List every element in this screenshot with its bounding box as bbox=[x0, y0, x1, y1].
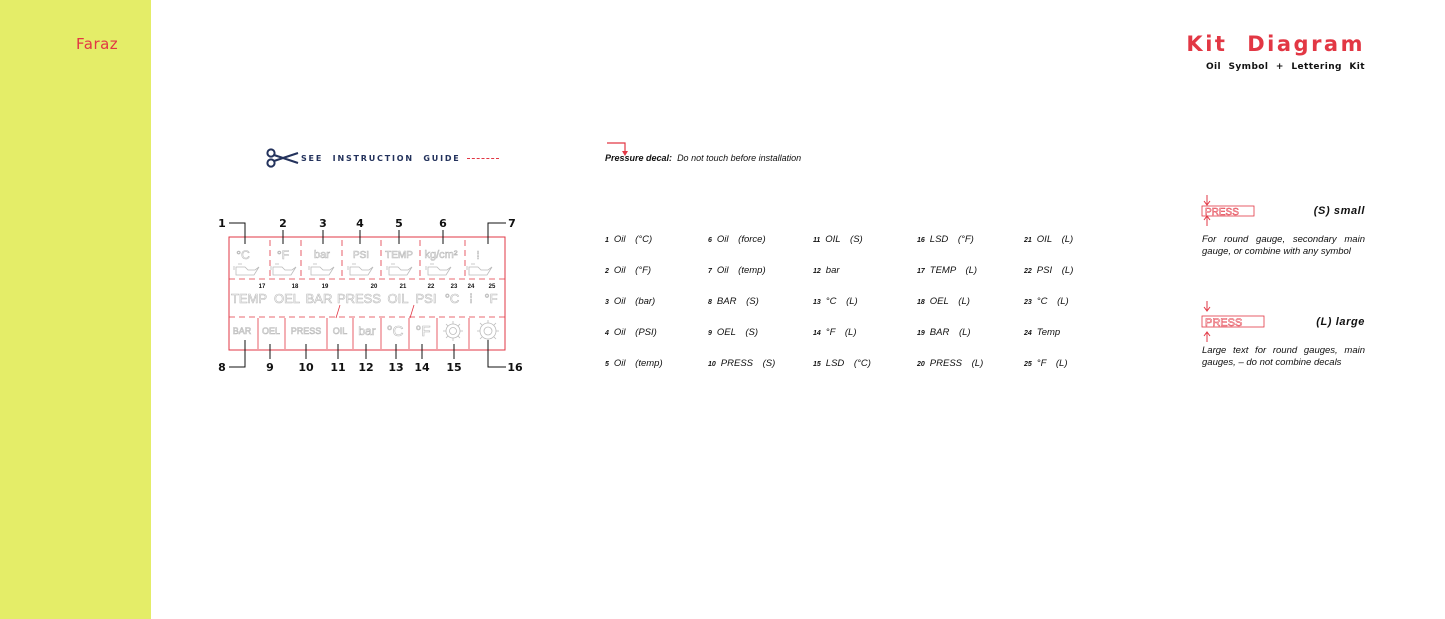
decal-row3-cell: °F bbox=[415, 323, 431, 340]
legend-item-text: °C (L) bbox=[1036, 296, 1069, 307]
callout-number: 3 bbox=[319, 217, 327, 230]
legend-item-text: BAR (S) bbox=[716, 296, 759, 307]
legend-item-number: 23 bbox=[1024, 299, 1032, 306]
legend-item-text: OIL (S) bbox=[825, 234, 863, 245]
legend-item bbox=[708, 327, 758, 338]
legend-item bbox=[605, 358, 663, 369]
legend-item bbox=[605, 265, 651, 276]
oil-can-icon bbox=[234, 264, 259, 275]
callout-number: 11 bbox=[330, 361, 346, 374]
oil-can-icon bbox=[309, 264, 334, 275]
callout-number: 12 bbox=[358, 361, 374, 374]
legend-item-text: PSI (L) bbox=[1036, 265, 1074, 276]
size-key-desc-large: Large text for round gauges, main gauges, – do not combine decals bbox=[1202, 345, 1365, 368]
callout-number: 14 bbox=[414, 361, 430, 374]
legend-item-number: 6 bbox=[708, 237, 712, 244]
decal-row3-cell: BAR bbox=[232, 326, 252, 336]
legend-item-text: bar bbox=[825, 265, 840, 276]
legend-item-number: 1 bbox=[605, 237, 609, 244]
decal-row2-cell: PRESS bbox=[336, 291, 382, 306]
legend-item-number: 19 bbox=[917, 330, 925, 337]
size-key-desc-small: For round gauge, secondary main gauge, or combine with any symbol bbox=[1202, 234, 1365, 257]
decal-row3-cell: bar bbox=[358, 324, 376, 338]
decal-row1-cell: kg/cm² bbox=[424, 249, 458, 261]
decal-row2-cell: °F bbox=[484, 291, 498, 306]
decal-small-number: 17 bbox=[258, 284, 266, 290]
pressure-decal-text: Do not touch before installation bbox=[677, 153, 802, 163]
decal-row2-cell: TEMP bbox=[230, 291, 268, 306]
callout-number: 6 bbox=[439, 217, 447, 230]
legend-item-number: 12 bbox=[813, 268, 821, 275]
instruction-guide-label: SEE INSTRUCTION GUIDE bbox=[301, 153, 461, 163]
callout-number: 8 bbox=[218, 361, 226, 374]
legend-item-number: 22 bbox=[1024, 268, 1032, 275]
decal-small-number: 19 bbox=[321, 284, 329, 290]
legend-item-text: Oil (°F) bbox=[613, 265, 652, 276]
legend-item bbox=[917, 358, 983, 369]
legend-item-number: 7 bbox=[708, 268, 712, 275]
size-key-label-small: (S) small bbox=[1313, 205, 1365, 217]
oil-can-icon bbox=[467, 264, 492, 275]
legend-item bbox=[813, 296, 858, 307]
legend-item bbox=[813, 358, 871, 369]
size-key-samples bbox=[1202, 195, 1264, 342]
callout-number: 10 bbox=[298, 361, 314, 374]
legend-item-number: 4 bbox=[605, 330, 609, 337]
legend-item bbox=[1024, 327, 1060, 338]
callout-number: 16 bbox=[507, 361, 523, 374]
page-subtitle: Oil Symbol + Lettering Kit bbox=[1205, 62, 1365, 72]
legend-item-number: 14 bbox=[813, 330, 821, 337]
legend-item-number: 24 bbox=[1024, 330, 1032, 337]
legend-item-number: 10 bbox=[708, 361, 716, 368]
callout-number: 5 bbox=[395, 217, 403, 230]
legend-item-number: 9 bbox=[708, 330, 712, 337]
legend-item-text: Oil (temp) bbox=[716, 265, 766, 276]
decal-row2-cell: OIL bbox=[387, 291, 409, 306]
oil-can-icon bbox=[426, 264, 451, 275]
legend-item-number: 21 bbox=[1024, 237, 1032, 244]
oil-can-icon bbox=[348, 264, 373, 275]
legend-item bbox=[708, 358, 775, 369]
decal-small-number: 21 bbox=[399, 284, 407, 290]
legend-item-text: °F (L) bbox=[825, 327, 857, 338]
callout-number: 15 bbox=[446, 361, 462, 374]
legend-item-text: LSD (°C) bbox=[825, 358, 871, 369]
callout-number: 7 bbox=[508, 217, 516, 230]
legend-item-text: Oil (PSI) bbox=[613, 327, 657, 338]
callout-number: 2 bbox=[279, 217, 287, 230]
legend-item-number: 5 bbox=[605, 361, 609, 368]
legend-item-text: Oil (temp) bbox=[613, 358, 663, 369]
callout-number: 1 bbox=[218, 217, 226, 230]
decal-row1-cell: PSI bbox=[352, 250, 370, 261]
legend-item bbox=[605, 234, 652, 245]
decal-row3-cell: °C bbox=[386, 323, 404, 340]
brand-logo: Faraz bbox=[76, 35, 119, 53]
legend-item-text: OEL (L) bbox=[929, 296, 970, 307]
gear-icon bbox=[477, 320, 499, 342]
gear-icon bbox=[443, 321, 463, 341]
decal-sheet bbox=[229, 237, 505, 350]
size-key-sample-large: PRESS bbox=[1205, 317, 1243, 329]
decal-small-number: 25 bbox=[488, 284, 496, 290]
size-key-label-large: (L) large bbox=[1316, 316, 1365, 328]
legend-item-text: Oil (°C) bbox=[613, 234, 653, 245]
legend-item-text: OIL (L) bbox=[1036, 234, 1074, 245]
callout-number: 13 bbox=[388, 361, 404, 374]
legend-item-text: Oil (bar) bbox=[613, 296, 656, 307]
legend-item-text: Oil (force) bbox=[716, 234, 766, 245]
legend-item-text: PRESS (S) bbox=[720, 358, 776, 369]
legend-item-text: °C (L) bbox=[825, 296, 858, 307]
legend-item-text: BAR (L) bbox=[929, 327, 971, 338]
decal-small-number: 22 bbox=[427, 284, 435, 290]
legend-item-text: PRESS (L) bbox=[929, 358, 984, 369]
legend-item bbox=[605, 296, 655, 307]
legend-item-number: 25 bbox=[1024, 361, 1032, 368]
legend-item bbox=[917, 234, 974, 245]
legend-item bbox=[1024, 234, 1073, 245]
decal-small-number: 20 bbox=[370, 284, 378, 290]
oil-can-icon bbox=[387, 264, 412, 275]
callout-number: 9 bbox=[266, 361, 274, 374]
legend-item-text: OEL (S) bbox=[716, 327, 759, 338]
legend-item bbox=[813, 265, 840, 276]
legend-item bbox=[917, 265, 977, 276]
decal-row1-cell: TEMP bbox=[385, 250, 413, 261]
legend-item bbox=[813, 234, 863, 245]
legend-item bbox=[605, 327, 657, 338]
legend-item-number: 8 bbox=[708, 299, 712, 306]
legend-item bbox=[1024, 296, 1069, 307]
legend-item-text: Temp bbox=[1036, 327, 1061, 338]
decal-small-number: 23 bbox=[450, 284, 458, 290]
callout-number: 4 bbox=[356, 217, 364, 230]
decal-small-number: 24 bbox=[467, 284, 475, 290]
legend-item bbox=[813, 327, 856, 338]
legend-item-number: 18 bbox=[917, 299, 925, 306]
decal-row2-cell: BAR bbox=[305, 291, 333, 306]
legend-item bbox=[708, 234, 766, 245]
size-key-sample-small: PRESS bbox=[1205, 207, 1239, 218]
decal-row1-cell: °C bbox=[236, 248, 250, 262]
legend-item bbox=[917, 296, 970, 307]
legend-item bbox=[917, 327, 971, 338]
legend-item-text: TEMP (L) bbox=[929, 265, 978, 276]
legend-item bbox=[708, 265, 766, 276]
legend-item-number: 13 bbox=[813, 299, 821, 306]
decal-row2-cell: ⁞ bbox=[469, 291, 473, 306]
decal-row2-cell: PSI bbox=[415, 291, 437, 306]
decal-row1-cell: bar bbox=[314, 249, 330, 261]
decal-row3-cell: PRESS bbox=[290, 326, 322, 336]
legend-item bbox=[708, 296, 759, 307]
legend-item-text: °F (L) bbox=[1036, 358, 1068, 369]
legend-item-number: 17 bbox=[917, 268, 925, 275]
legend-item-number: 3 bbox=[605, 299, 609, 306]
pressure-decal-label: Pressure decal: bbox=[605, 153, 673, 163]
decal-row1-cell: ⁞ bbox=[476, 250, 480, 262]
legend-item-number: 11 bbox=[813, 237, 821, 244]
legend-item-number: 16 bbox=[917, 237, 925, 244]
decal-row3-cell: OEL bbox=[261, 326, 281, 336]
legend-item bbox=[1024, 265, 1073, 276]
page-title: Kit Diagram bbox=[1186, 32, 1365, 56]
legend-item-number: 20 bbox=[917, 361, 925, 368]
decal-row2-cell: OEL bbox=[273, 291, 301, 306]
decal-row3-cell: OIL bbox=[332, 326, 348, 336]
decal-small-number: 18 bbox=[291, 284, 299, 290]
decal-row1-cell: °F bbox=[276, 248, 290, 262]
legend-item bbox=[1024, 358, 1067, 369]
legend-item-text: LSD (°F) bbox=[929, 234, 974, 245]
legend-item-number: 2 bbox=[605, 268, 609, 275]
legend-item-number: 15 bbox=[813, 361, 821, 368]
oil-can-icon bbox=[271, 264, 296, 275]
decal-row2-cell: °C bbox=[444, 291, 460, 306]
